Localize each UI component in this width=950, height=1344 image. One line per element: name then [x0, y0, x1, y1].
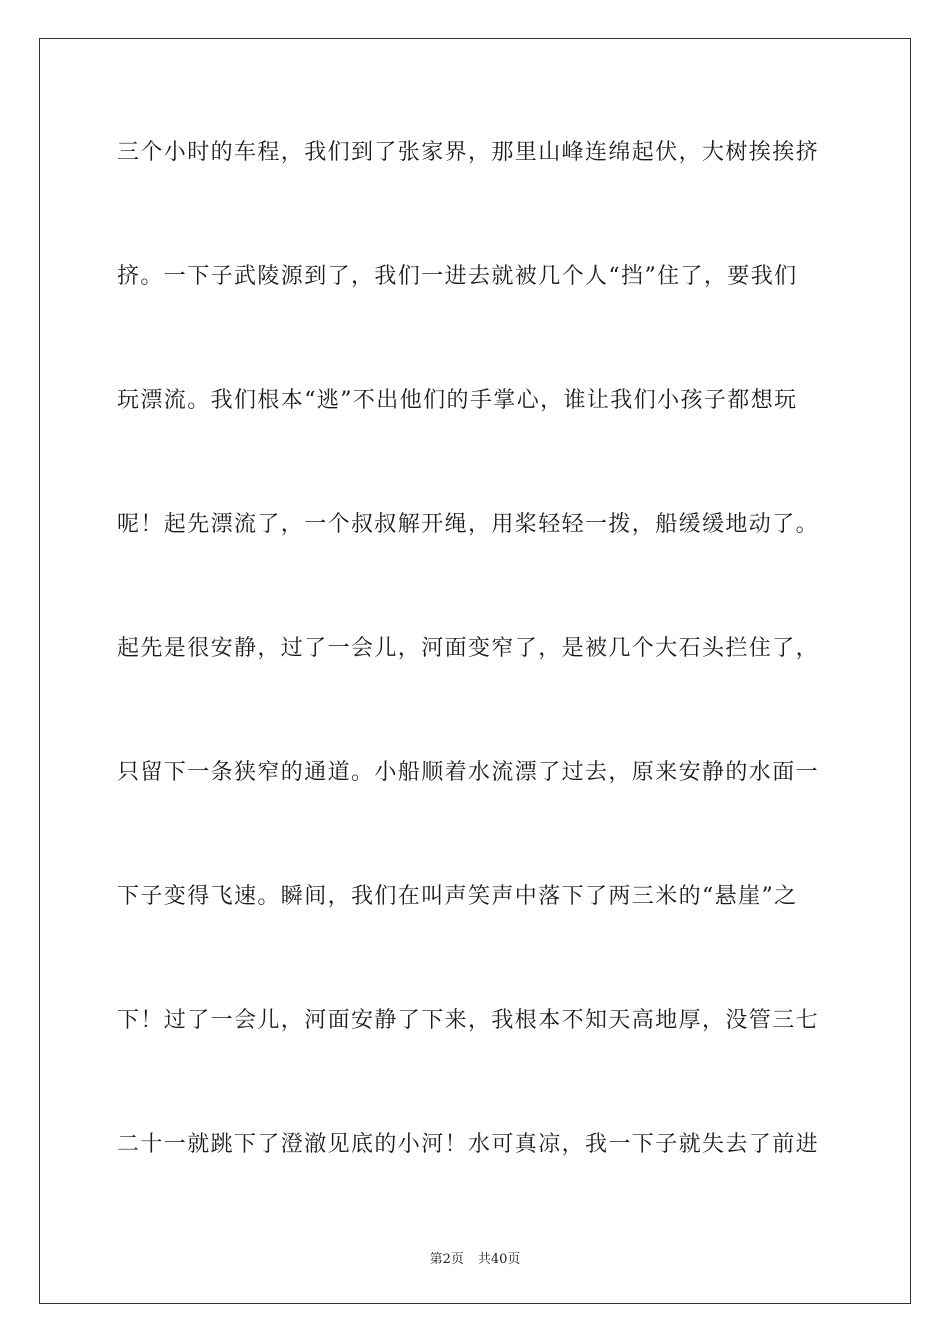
text-line: 三个小时的车程，我们到了张家界，那里山峰连绵起伏，大树挨挨挤: [117, 140, 820, 165]
text-line: 下子变得飞速。瞬间，我们在叫声笑声中落下了两三米的“悬崖”之: [117, 884, 798, 909]
text-line: 挤。一下子武陵源到了，我们一进去就被几个人“挡”住了，要我们: [117, 264, 798, 289]
page-footer: [0, 1248, 950, 1267]
body-text: [117, 130, 837, 1246]
text-line: 二十一就跳下了澄澈见底的小河！水可真凉，我一下子就失去了前进: [117, 1132, 820, 1157]
text-line: 呢！起先漂流了，一个叔叔解开绳，用桨轻轻一拨，船缓缓地动了。: [117, 512, 820, 537]
text-line: 玩漂流。我们根本“逃”不出他们的手掌心，谁让我们小孩子都想玩: [117, 388, 798, 413]
text-line: 起先是很安静，过了一会儿，河面变窄了，是被几个大石头拦住了，: [117, 636, 820, 661]
page-number: 第2页: [429, 1252, 464, 1267]
text-line: 下！过了一会儿，河面安静了下来，我根本不知天高地厚，没管三七: [117, 1008, 820, 1033]
text-line: 只留下一条狭窄的通道。小船顺着水流漂了过去，原来安静的水面一: [117, 760, 820, 785]
page-total: 共40页: [477, 1252, 521, 1267]
